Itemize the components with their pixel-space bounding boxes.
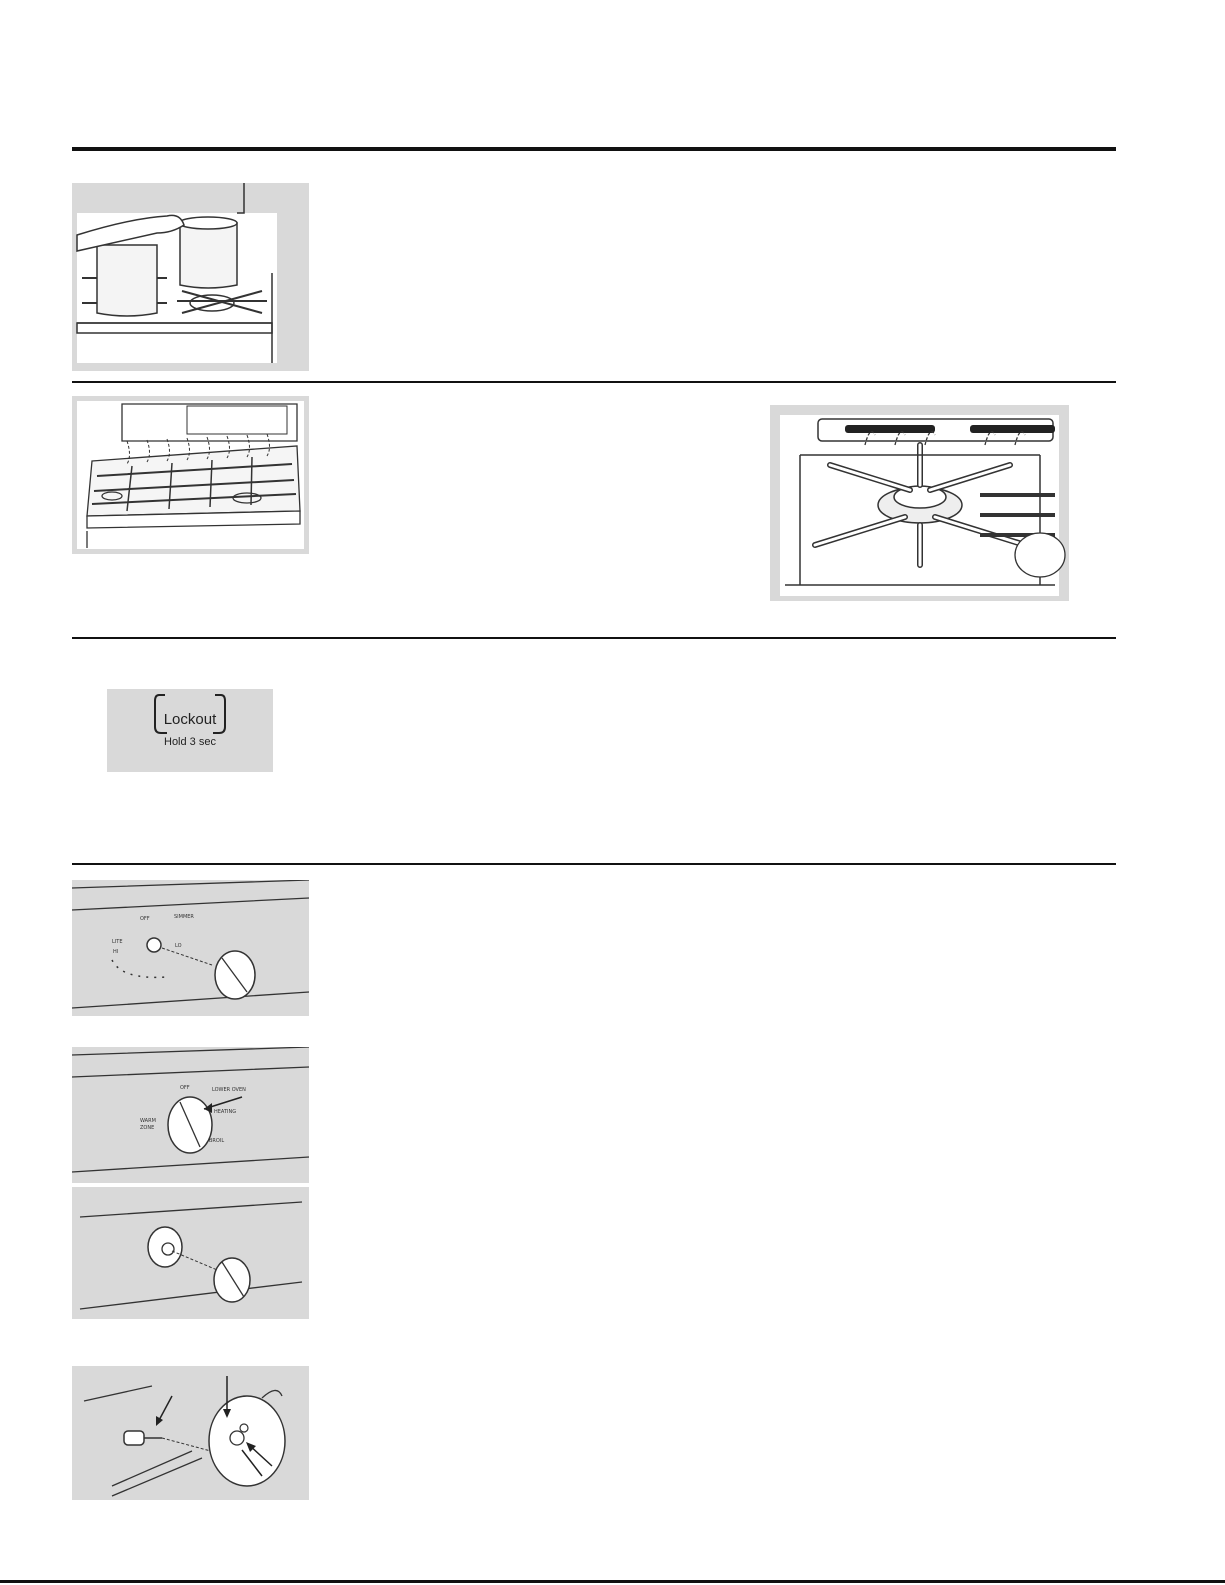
svg-text:HEATING: HEATING — [214, 1109, 237, 1115]
section-rule-3 — [72, 863, 1116, 865]
knob-removal-drawing — [72, 1187, 309, 1319]
lockout-hold-text: Hold 3 sec — [164, 736, 216, 748]
section-rule-2 — [72, 637, 1116, 639]
lockout-button-label: Lockout — [163, 711, 217, 728]
footer-rule — [0, 1580, 1225, 1583]
knob-removal-illustration — [72, 1187, 309, 1319]
svg-text:LOWER OVEN: LOWER OVEN — [212, 1087, 246, 1093]
svg-text:OFF: OFF — [140, 916, 150, 922]
surface-control-knob-illustration — [72, 880, 309, 1016]
svg-text:OFF: OFF — [180, 1085, 190, 1091]
knob-insert-drawing — [72, 1366, 309, 1500]
svg-text:LO: LO — [175, 943, 182, 949]
cooktop-grates-drawing — [72, 396, 309, 554]
svg-text:SIMMER: SIMMER — [174, 914, 194, 920]
grate-closeup-illustration — [770, 405, 1069, 601]
svg-text:WARM: WARM — [140, 1118, 156, 1124]
surface-knob-drawing — [72, 880, 309, 1016]
header-rule — [72, 147, 1116, 151]
lifting-pot-illustration — [72, 183, 309, 371]
grate-closeup-drawing — [770, 405, 1069, 601]
section-rule-1 — [72, 381, 1116, 383]
svg-text:HI: HI — [113, 949, 119, 955]
knob-insert-illustration — [72, 1366, 309, 1500]
oven-knob-drawing — [72, 1047, 309, 1183]
cooktop-grates-illustration — [72, 396, 309, 554]
svg-text:LITE: LITE — [112, 939, 123, 945]
oven-control-knob-illustration — [72, 1047, 309, 1183]
lockout-button-illustration — [107, 689, 273, 772]
svg-text:ZONE: ZONE — [140, 1125, 155, 1131]
lifting-pot-drawing — [72, 183, 309, 371]
svg-text:BROIL: BROIL — [209, 1138, 225, 1144]
